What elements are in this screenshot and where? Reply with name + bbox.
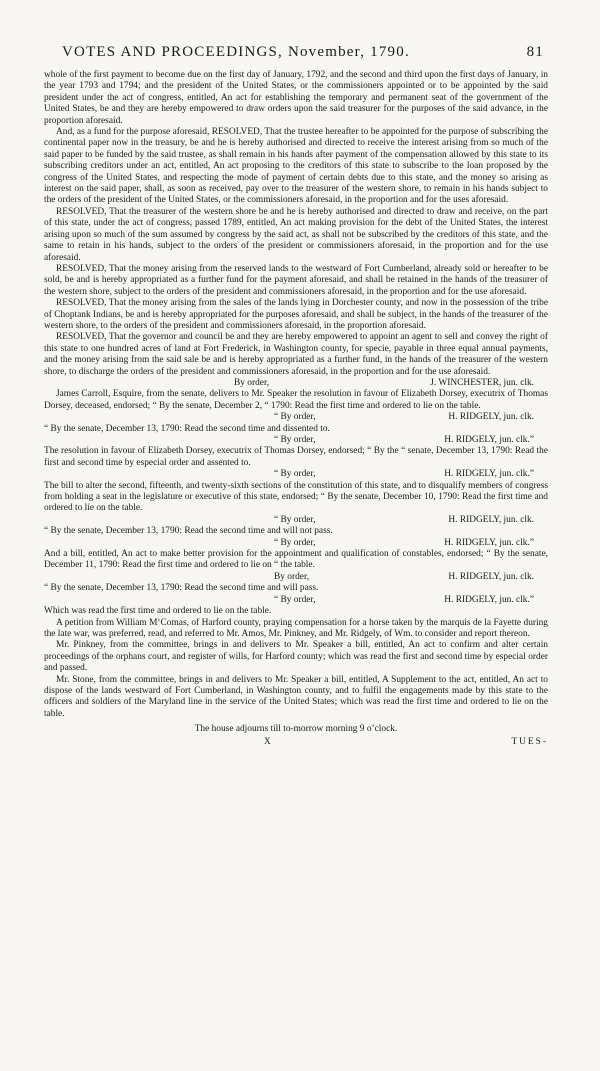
signature-row [44, 469, 548, 480]
paragraph-bill-alter-constitution: The bill to alter the second, fifteenth, and twenty-sixth sections of the constitution of this state, and to disqualify members of congress from holding a seat in the legislature or executive of this state, endorsed; “ By the senate, December 10, 1790: Read the first time and ordered to lie on the table. [44, 480, 548, 514]
signature-name: H. RIDGELY, jun. clk. [448, 412, 534, 423]
paragraph-bill-constables: And a bill, entitled, An act to make better provision for the appointment and qualification of constables, endorsed; “ By the senate, December 11, 1790: Read the first time and ordered to lie on “ the table. [44, 549, 548, 571]
signature-name: H. RIDGELY, jun. clk.” [444, 469, 534, 480]
senate-endorsement-line: “ By the senate, December 13, 1790: Read the second time and dissented to. [44, 423, 330, 434]
signature-by-order: “ By order, [274, 435, 316, 445]
signature-row [44, 595, 548, 606]
paragraph-read-first-time: Which was read the first time and ordered to lie on the table. [44, 606, 272, 617]
paragraph-mccomas-petition: A petition from William M‘Comas, of Harford county, praying compensation for a horse taken by the marquis de la Fayette during the late war, was preferred, read, and referred to Mr. Amos, Mr. Pinkney, and Mr. Ridgely, of Wm. to consider and report thereon. [44, 617, 548, 639]
signature-name: J. WINCHESTER, jun. clk. [430, 377, 534, 388]
paragraph-fund-resolution: And, as a fund for the purpose aforesaid, RESOLVED, That the trustee hereafter to be appointed for the purpose of subscribing the continental paper now in the treasury, be and he is hereby authorised and directed to receive the interest arising from so much of the said paper to be funded by the said trustee, as shall remain in his hands after payment of the compensation allowed by this state to its subscribing creditors under an act, entitled, An act proposing to the creditors of this state to subscribe to the loan proposed by the congress of the United States, and respecting the mode of payment of certain debts due to this state, and the money so arising as interest on the said paper, shall, as soon as received, pay over to the treasurer of the western shore, to remain in his hands subject to the orders of the president of the United States, or the commissioners aforesaid, in the proportion and for the uses aforesaid. [44, 127, 548, 206]
signature-row [44, 515, 548, 526]
paragraph-dorsey-resolution: The resolution in favour of Elizabeth Dorsey, executrix of Thomas Dorsey, endorsed; “ By the “ senate, December 13, 1790: Read the first and second time by especial order and assented to. [44, 446, 548, 468]
page-footer [44, 737, 548, 748]
catchword: TUES- [511, 736, 548, 747]
signature-name: H. RIDGELY, jun. clk.” [444, 537, 534, 548]
signature-by-order: “ By order, [274, 469, 316, 480]
signature-winchester [44, 378, 548, 389]
paragraph-resolved-choptank: RESOLVED, That the money arising from the sales of the lands lying in Dorchester county, and now in the possession of the tribe of Choptank Indians, be and is hereby appropriated for the purposes aforesaid, and shall be subject, in the hands of the treasurer of the western shore, to the orders of the president and commissioners aforesaid, in the proportion aforesaid. [44, 298, 548, 331]
paragraph-pinkney-bill: Mr. Pinkney, from the committee, brings in and delivers to Mr. Speaker a bill, entitled, An act to confirm and alter certain proceedings of the orphans court, and register of wills, for Harford county; which was read the first and second time by especial order and passed. [44, 640, 548, 674]
signature-row [44, 572, 548, 583]
signature-name: H. RIDGELY, jun. clk. [448, 514, 534, 525]
paragraph-resolved-fort-frederick: RESOLVED, That the governor and council be and they are hereby empowered to appoint an agent to sell and convey the right of this state to one hundred acres of land at Fort Frederick, in Washington county, for specie, payable in three equal annual payments, and the money arising from the said sale be and is hereby appropriated as a further fund, in the hands of the treasurer of the western shore, to discharge the orders of the president and commissioners aforesaid, in the proportion and for the use aforesaid. [44, 332, 548, 377]
signature-by-order: “ By order, [274, 594, 316, 605]
header-title: VOTES AND PROCEEDINGS, November, 1790. [62, 44, 410, 60]
signature-by-order: By order, [234, 377, 270, 388]
signature-by-order: “ By order, [274, 412, 316, 423]
page-number: 81 [526, 44, 544, 60]
paragraph-carroll: James Carroll, Esquire, from the senate, delivers to Mr. Speaker the resolution in favour of Elizabeth Dorsey, executrix of Thomas Dorsey, deceased, endorsed; “ By the senate, December 2, “ 1790: Read the first time and ordered to lie on the table. [44, 389, 548, 411]
signature-by-order: By order, [274, 571, 310, 582]
signature-row [44, 538, 548, 549]
signature-name: H. RIDGELY, jun. clk.” [444, 594, 534, 605]
signature-name: H. RIDGELY, jun. clk. [448, 571, 534, 582]
paragraph-resolved-reserved-lands: RESOLVED, That the money arising from the reserved lands to the westward of Fort Cumberland, already sold or hereafter to be sold, be and is hereby appropriated as a further fund for the payment aforesaid, and shall be retained in the hands of the treasurer of the western shore, subject to the orders of the president and commissioners aforesaid, in the proportion and for the use aforesaid. [44, 263, 548, 297]
paragraph-resolved-treasurer: RESOLVED, That the treasurer of the western shore be and he is hereby authorised and directed to draw and receive, on the part of this state, under the act of congress, passed 1789, entitled, An act making provision for the debt of the United States, the interest arising upon so much of the sum assumed by congress by the said act, as shall not be subscribed by the creditors of this state, and the same to retain in his hands, subject to the orders of the president or commissioners aforesaid, in the proportion and for the use aforesaid. [44, 206, 548, 263]
signature-row [44, 435, 548, 446]
running-header [62, 43, 544, 61]
paragraph-continuation: whole of the first payment to become due on the first day of January, 1792, and the second and third upon the first days of January, in the year 1793 and 1794; and the president of the United States, or the commissioners appointed or to be appointed by the said president under the act of congress, entitled, An act for establishing the temporary and permanent seat of the government of the United States, be and they are hereby empowered to draw orders upon the said treasurer for the purposes of the said advance, in the proportion aforesaid. [44, 70, 548, 126]
paragraph-stone-bill: Mr. Stone, from the committee, brings in and delivers to Mr. Speaker a bill, entitled, A Supplement to the act, entitled, An act to dispose of the lands westward of Fort Cumberland, in Washington county, and to fulfil the engagements made by this state to the officers and soldiers of the Maryland line in the service of the United States; which was read the first time and ordered to lie on the table. [44, 674, 548, 719]
signature-name: H. RIDGELY, jun. clk.” [444, 435, 534, 445]
signature-by-order: “ By order, [274, 514, 316, 525]
senate-endorsement-line: “ By the senate, December 13, 1790: Read the second time and will pass. [44, 583, 319, 594]
signature-mark: X [264, 736, 271, 747]
signature-row [44, 412, 548, 423]
signature-by-order: “ By order, [274, 537, 316, 548]
page-body [44, 70, 548, 748]
senate-endorsement-line: “ By the senate, December 13, 1790: Read the second time and will not pass. [44, 526, 333, 537]
adjournment-line: The house adjourns till to-morrow morning 9 o’clock. [194, 724, 398, 735]
